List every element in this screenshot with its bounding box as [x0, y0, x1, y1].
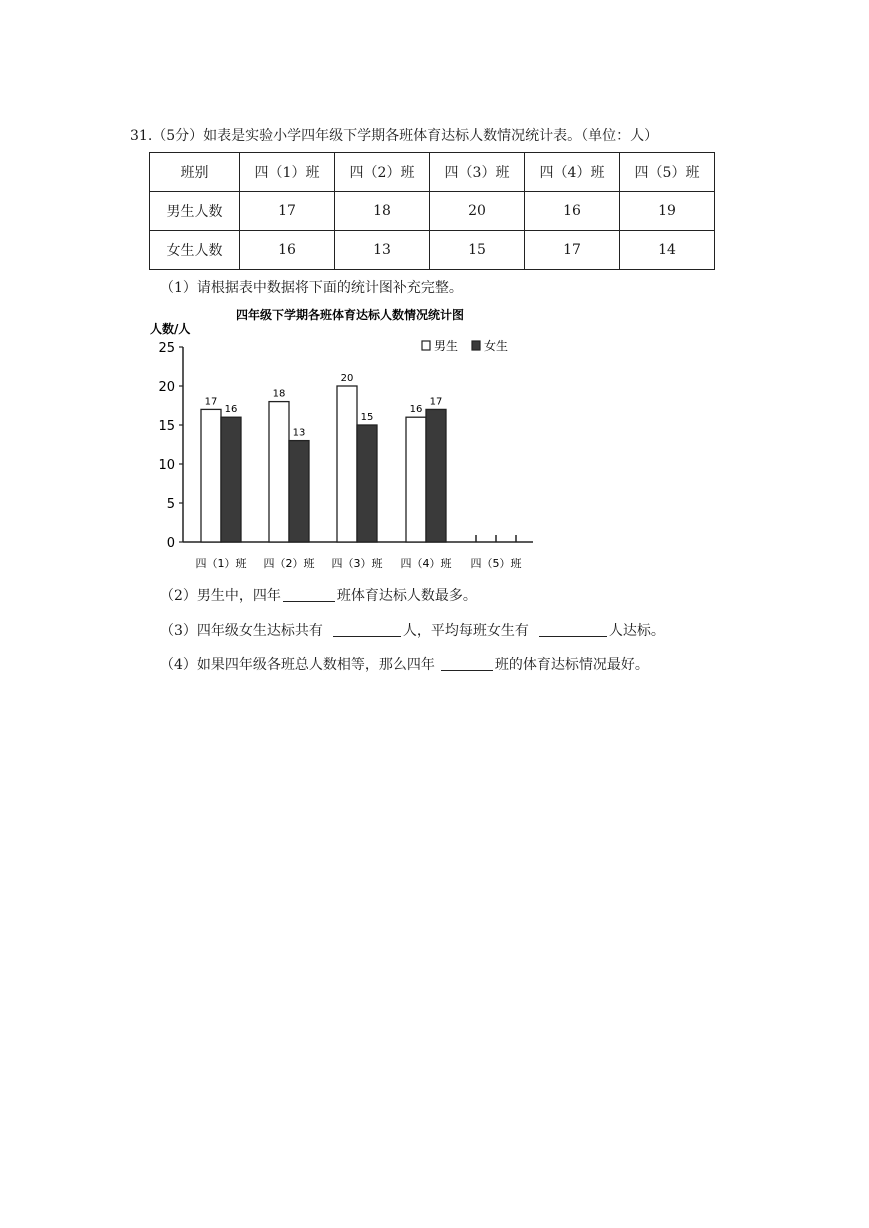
bar-boys	[337, 386, 357, 542]
data-label: 16	[409, 404, 423, 416]
y-tick-label: 25	[158, 341, 175, 356]
answer-blank[interactable]	[333, 622, 401, 637]
table-cell: 17	[240, 192, 335, 231]
data-label: 17	[204, 396, 218, 408]
legend	[422, 338, 508, 353]
y-tick-label: 5	[166, 497, 175, 512]
table-cell: 20	[430, 192, 525, 231]
subquestion-1: （1）请根据表中数据将下面的统计图补充完整。	[160, 280, 463, 296]
subquestion-2-text-b: 班体育达标人数最多。	[336, 588, 477, 604]
table-cell: 18	[335, 192, 430, 231]
table-header-row	[150, 153, 715, 192]
answer-blank[interactable]	[283, 587, 335, 602]
chart-title: 四年级下学期各班体育达标人数情况统计图	[235, 308, 465, 322]
bar-girls	[289, 441, 309, 542]
x-tick-label: 四（2）班	[263, 557, 315, 570]
y-tick-label: 20	[158, 380, 175, 395]
subquestion-4-text-a: （4）如果四年级各班总人数相等，那么四年	[160, 657, 435, 673]
data-label: 18	[272, 388, 286, 400]
y-tick-label: 0	[166, 536, 175, 551]
x-tick-labels	[196, 556, 522, 570]
data-label: 20	[340, 373, 354, 384]
data-label: 17	[429, 396, 443, 408]
legend-swatch-girls	[472, 341, 480, 350]
subquestion-3	[160, 620, 665, 640]
bar-girls	[426, 409, 446, 542]
question-title: 31.（5分）如表是实验小学四年级下学期各班体育达标人数情况统计表。（单位：人）	[130, 128, 659, 144]
x-tick-label: 四（4）班	[400, 557, 452, 570]
table-cell: 15	[430, 231, 525, 270]
bar-boys	[201, 409, 221, 542]
subquestion-3-text-a: （3）四年级女生达标共有	[160, 623, 323, 639]
legend-swatch-boys	[422, 341, 430, 350]
x-tick-label: 四（1）班	[195, 557, 247, 570]
answer-blank[interactable]	[539, 622, 607, 637]
table-header-cell: 四（4）班	[525, 153, 620, 192]
subquestion-2	[160, 585, 477, 605]
table-cell: 14	[620, 231, 715, 270]
data-label: 13	[292, 427, 306, 439]
bar-boys	[406, 417, 426, 542]
table-header-cell: 四（5）班	[620, 153, 715, 192]
subquestion-4	[160, 654, 649, 674]
subquestion-3-text-b: 人，平均每班女生有	[402, 623, 529, 639]
table-row-boys	[150, 192, 715, 231]
table-row-girls	[150, 231, 715, 270]
table-header-cell: 班别	[150, 153, 240, 192]
subquestion-4-text-b: 班的体育达标情况最好。	[494, 657, 649, 673]
subquestion-3-text-c: 人达标。	[608, 623, 665, 639]
table-header-cell: 四（3）班	[430, 153, 525, 192]
table-cell: 16	[240, 231, 335, 270]
bar-girls	[357, 425, 377, 542]
x-tick-label: 四（3）班	[331, 557, 383, 570]
legend-label-boys: 男生	[434, 339, 459, 353]
row-label: 男生人数	[150, 192, 240, 231]
x-tick-label: 四（5）班	[470, 557, 522, 570]
row-label: 女生人数	[150, 231, 240, 270]
bar-boys	[269, 402, 289, 542]
chart-bars	[201, 373, 516, 542]
table-cell: 16	[525, 192, 620, 231]
table-cell: 17	[525, 231, 620, 270]
answer-blank[interactable]	[441, 656, 493, 671]
bar-chart	[150, 305, 545, 580]
table-cell: 13	[335, 231, 430, 270]
table-cell: 19	[620, 192, 715, 231]
y-tick-label: 15	[158, 419, 175, 434]
y-axis-label: 人数/人	[150, 322, 191, 336]
data-label: 15	[360, 412, 374, 423]
table-header-cell: 四（2）班	[335, 153, 430, 192]
data-label: 16	[224, 404, 238, 416]
bar-girls	[221, 417, 241, 542]
table-header-cell: 四（1）班	[240, 153, 335, 192]
y-tick-label: 10	[158, 458, 175, 473]
subquestion-2-text-a: （2）男生中，四年	[160, 588, 281, 604]
stats-table	[149, 152, 715, 270]
legend-label-girls: 女生	[484, 339, 509, 353]
